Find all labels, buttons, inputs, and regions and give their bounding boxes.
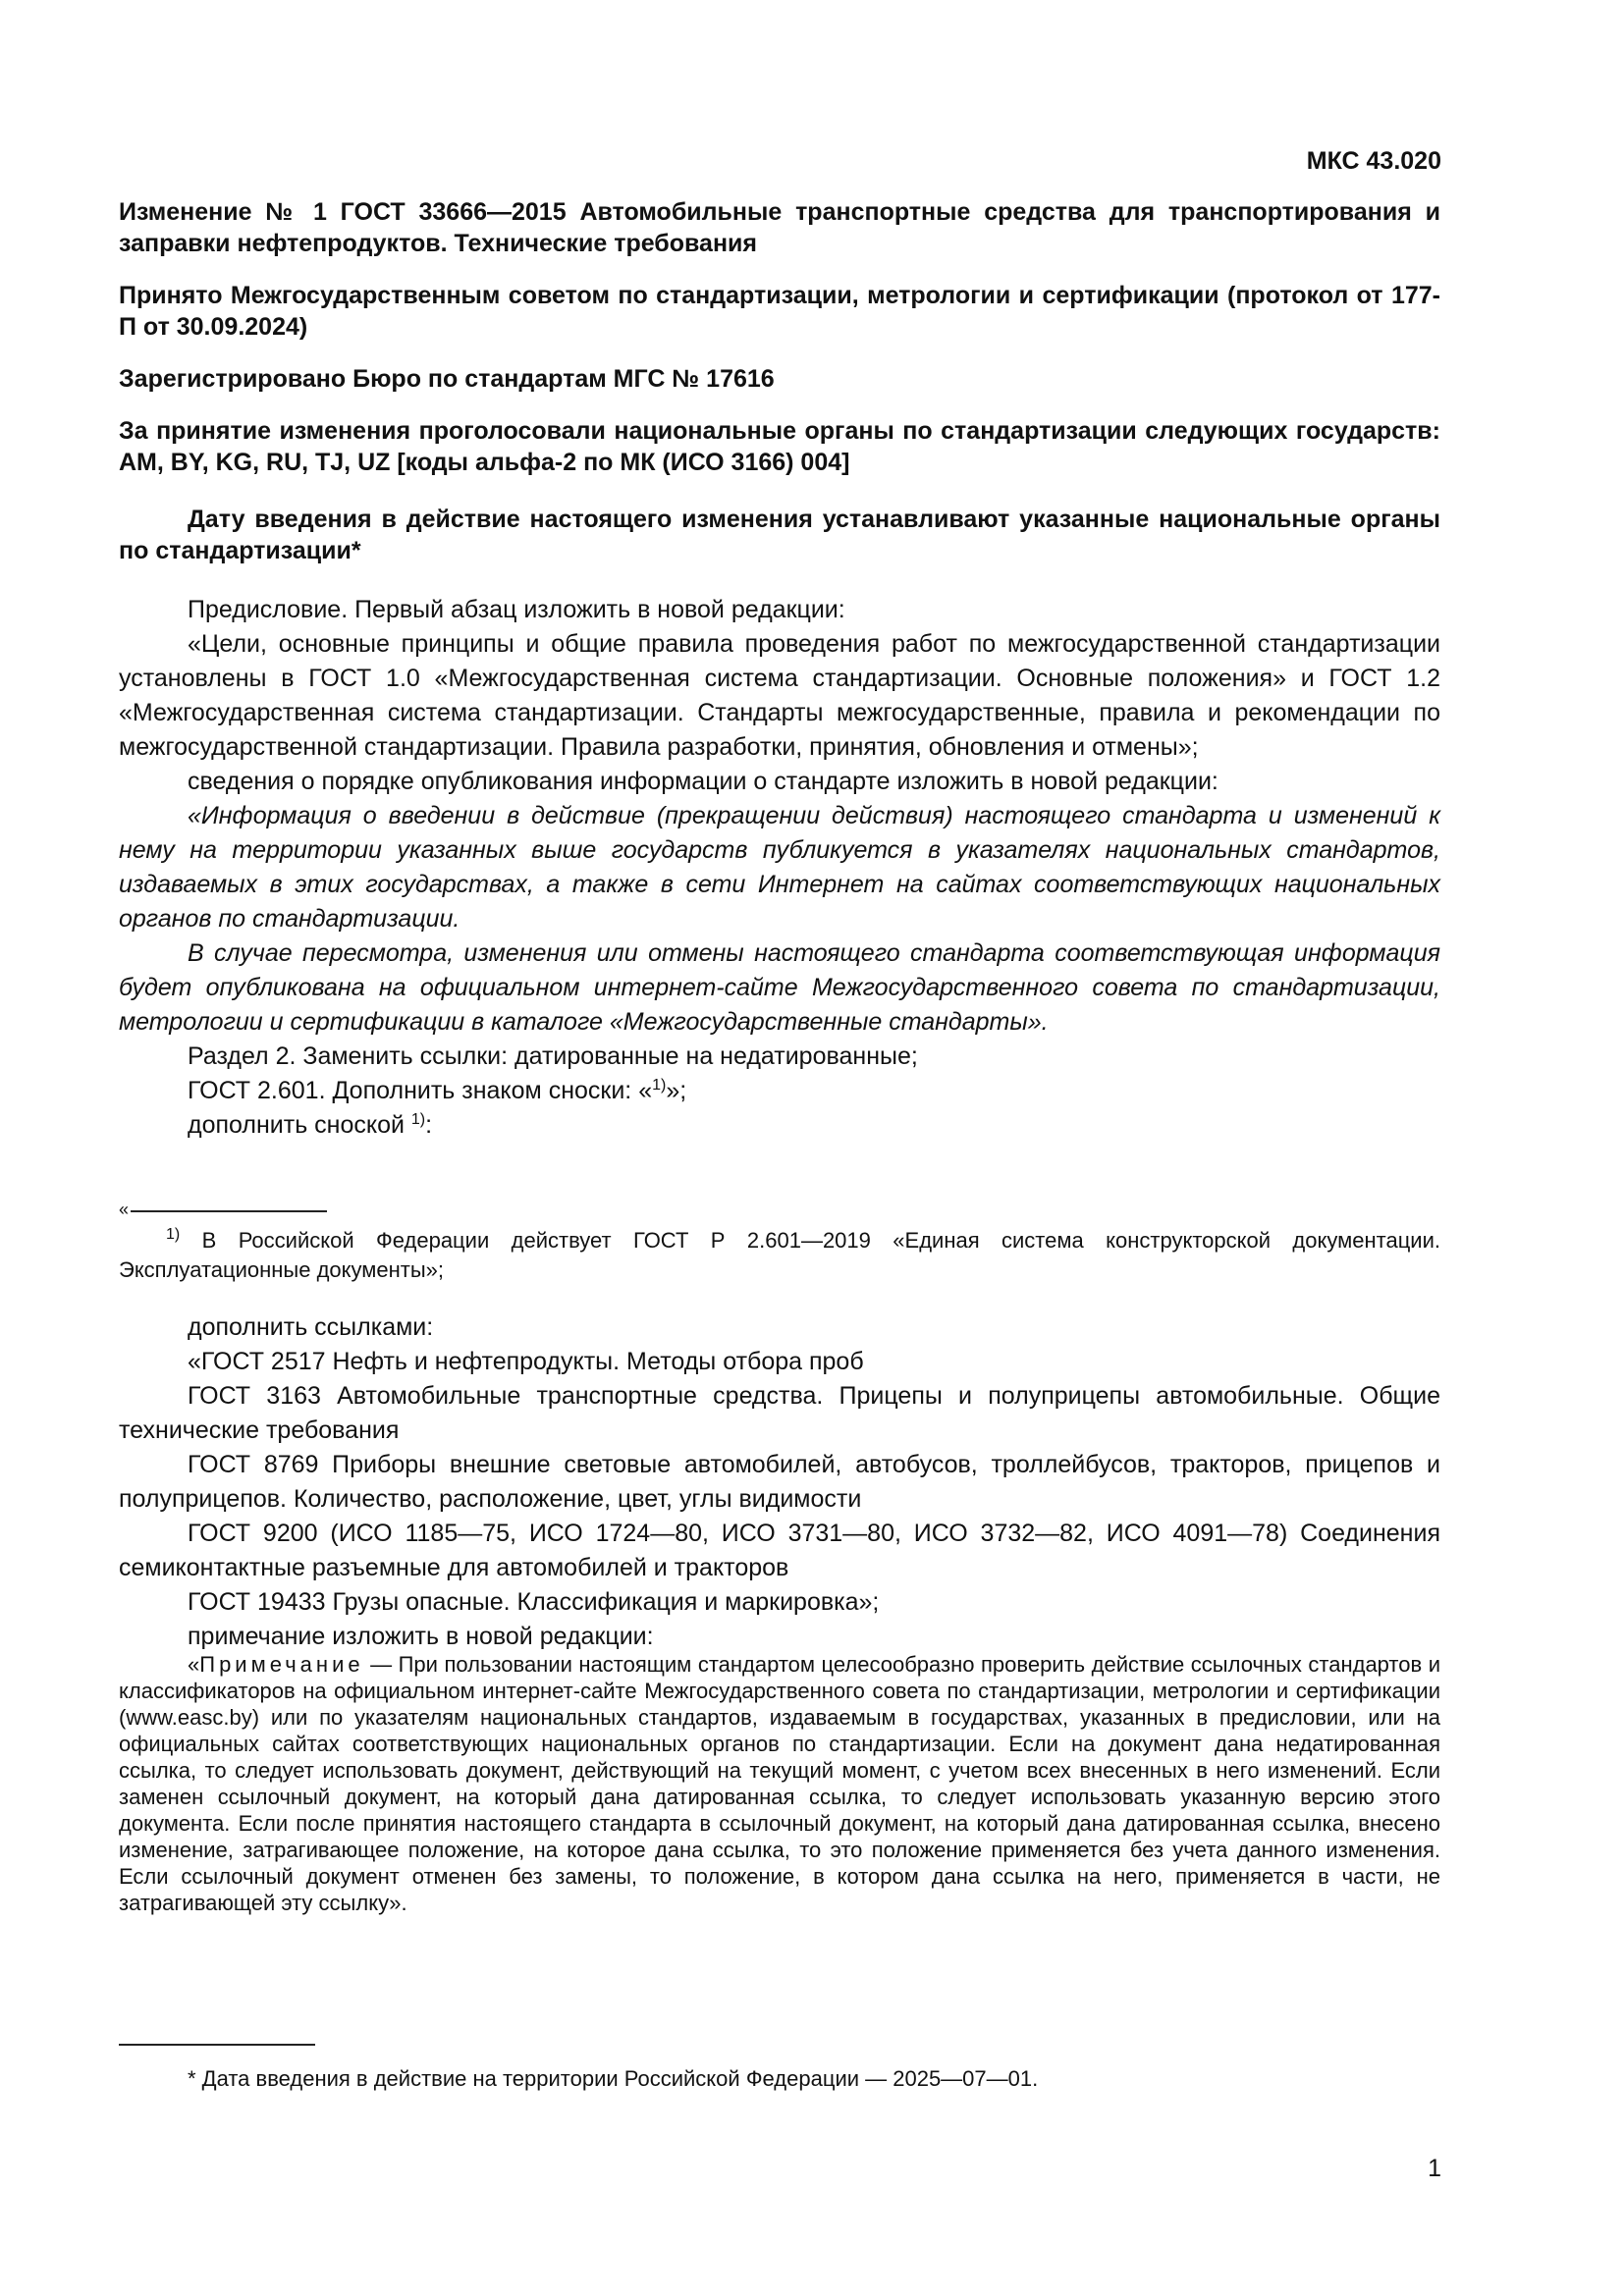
amendment-title: Изменение № 1 ГОСТ 33666—2015 Автомобильные транспортные средства для транспортирования и заправки нефтепродуктов. Технические требования (119, 198, 1440, 257)
opening-quote: « (188, 1652, 200, 1677)
paragraph: примечание изложить в новой редакции: (188, 1623, 654, 1650)
inserted-footnote (119, 1200, 1440, 1285)
footnote-rule (131, 1210, 327, 1212)
footnote-marker: 1) (652, 1077, 667, 1094)
references-section (119, 1310, 1440, 1654)
reference-item: «ГОСТ 2517 Нефть и нефтепродукты. Методы отбора проб (188, 1348, 864, 1375)
reference-item: ГОСТ 19433 Грузы опасные. Классификация и маркировка»; (188, 1588, 880, 1616)
reference-item: ГОСТ 3163 Автомобильные транспортные средства. Прицепы и полуприцепы автомобильные. Общие технические требования (119, 1382, 1440, 1444)
page-footnote: * Дата введения в действие на территории Российской Федерации — 2025—07—01. (188, 2066, 1039, 2091)
paragraph (119, 1108, 1440, 1143)
mks-code: МКС 43.020 (1306, 147, 1441, 175)
paragraph-text: »; (666, 1077, 687, 1104)
note-text (119, 1651, 1440, 1916)
voting-statement: За принятие изменения проголосовали национальные органы по стандартизации следующих государств: AM, BY, KG, RU, TJ, UZ [коды альфа-2 по МК (ИСО 3166) 004] (119, 417, 1440, 476)
document-header (119, 196, 1440, 587)
footnote-rule (119, 2044, 315, 2046)
reference-item: ГОСТ 9200 (ИСО 1185—75, ИСО 1724—80, ИСО 3731—80, ИСО 3732—82, ИСО 4091—78) Соединения семиконтактные разъемные для автомобилей и тракторов (119, 1520, 1440, 1581)
footnote-text (119, 1226, 1440, 1285)
page-number: 1 (1428, 2155, 1441, 2182)
reference-item: ГОСТ 8769 Приборы внешние световые автомобилей, автобусов, троллейбусов, тракторов, прицепов и полуприцепов. Количество, расположение, цвет, углы видимости (119, 1451, 1440, 1513)
paragraph (119, 1074, 1440, 1108)
note-body: — При пользовании настоящим стандартом целесообразно проверить действие ссылочных стандартов и классификаторов на официальном интернет-сайте Межгосударственного совета по стандартизации, метрологии и сертификации (www.easc.by) или по указателям национальных стандартов, издаваемым в государствах, указанных в предисловии, или на официальных сайтах соответствующих национальных органов по стандартизации. Если на документ дана недатированная ссылка, то следует использовать документ, действующий на текущий момент, с учетом всех внесенных в него изменений. Если заменен ссылочный документ, на который дана датированная ссылка, то следует использовать указанную версию этого документа. Если после принятия настоящего стандарта в ссылочный документ, на который дана датированная ссылка, внесено изменение, затрагивающее положение, на которое дана ссылка, то это положение применяется без учета данного изменения. Если ссылочный документ отменен без замены, то положение, в котором дана ссылка на него, применяется в части, не затрагивающей эту ссылку». (119, 1652, 1440, 1915)
registration-statement: Зарегистрировано Бюро по стандартам МГС № 17616 (119, 365, 775, 393)
footnote-separator (119, 1200, 1440, 1220)
opening-quote: « (119, 1200, 130, 1219)
paragraph-text: ГОСТ 2.601. Дополнить знаком сноски: « (188, 1077, 653, 1104)
footnote-marker: 1) (410, 1111, 426, 1128)
paragraph-text: : (425, 1111, 433, 1139)
paragraph: Раздел 2. Заменить ссылки: датированные на недатированные; (188, 1042, 918, 1070)
effective-date-statement: Дату введения в действие настоящего изменения устанавливают указанные национальные органы по стандартизации* (119, 506, 1440, 564)
paragraph: «Цели, основные принципы и общие правила проведения работ по межгосударственной стандартизации установлены в ГОСТ 1.0 «Межгосударственная система стандартизации. Основные положения» и ГОСТ 1.2 «Межгосударственная система стандартизации. Стандарты межгосударственные, правила и рекомендации по межгосударственной стандартизации. Правила разработки, принятия, обновления и отмены»; (119, 630, 1440, 761)
note-label: Примечание (199, 1652, 364, 1677)
paragraph: сведения о порядке опубликования информации о стандарте изложить в новой редакции: (188, 768, 1218, 795)
footnote-body: В Российской Федерации действует ГОСТ Р 2.601—2019 «Единая система конструкторской документации. Эксплуатационные документы»; (119, 1228, 1440, 1282)
paragraph: дополнить ссылками: (188, 1313, 434, 1341)
paragraph-text: дополнить сноской (188, 1111, 411, 1139)
paragraph-italic: «Информация о введении в действие (прекращении действия) настоящего стандарта и изменений к нему на территории указанных выше государств публикуется в указателях национальных стандартов, издаваемых в этих государствах, а также в сети Интернет на сайтах соответствующих национальных органов по стандартизации. (119, 802, 1440, 933)
adopted-statement: Принято Межгосударственным советом по стандартизации, метрологии и сертификации (протокол от 177-П от 30.09.2024) (119, 282, 1440, 341)
footnote-marker: 1) (166, 1226, 181, 1243)
note-block (119, 1651, 1440, 1916)
paragraph-italic: В случае пересмотра, изменения или отмены настоящего стандарта соответствующая информация будет опубликована на официальном интернет-сайте Межгосударственного совета по стандартизации, метрологии и сертификации в каталоге «Межгосударственные стандарты». (119, 939, 1440, 1036)
amendment-body (119, 593, 1440, 1143)
paragraph: Предисловие. Первый абзац изложить в новой редакции: (188, 596, 845, 623)
